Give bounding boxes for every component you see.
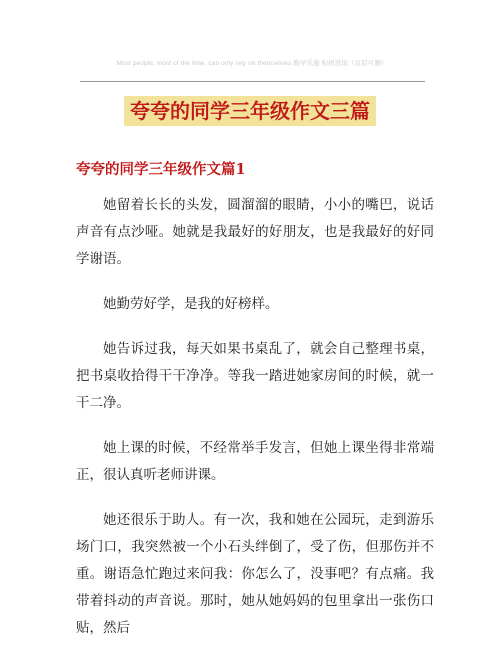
page-header-tagline: Most people, most of the time, can only rely on themselves.勤学乐施 积极进取（页眉可删） — [116, 60, 388, 67]
paragraph: 她还很乐于助人。有一次，我和她在公园玩，走到游乐场门口，我突然被一个小石头绊倒了，受了伤，但那伤并不重。谢语急忙跑过来问我：你怎么了，没事吧？有点痛。我带着抖动的声音说。那时，她从她妈妈的包里拿出一张伤口贴，然后 — [76, 512, 434, 636]
section-heading: 夸夸的同学三年级作文篇1 — [76, 161, 246, 178]
essay-body — [76, 192, 434, 660]
paragraph: 她勤劳好学，是我的好榜样。 — [103, 296, 279, 312]
paragraph: 她告诉过我，每天如果书桌乱了，就会自己整理书桌，把书桌收拾得干干净净。等我一踏进她家房间的时候，就一干二净。 — [76, 341, 434, 411]
paragraph: 她上课的时候，不经常举手发言，但她上课坐得非常端正，很认真听老师讲课。 — [76, 440, 434, 483]
paragraph: 她留着长长的头发，圆溜溜的眼睛，小小的嘴巴，说话声音有点沙哑。她就是我最好的好朋友，也是我最好的好同学谢语。 — [76, 197, 434, 267]
document-title: 夸夸的同学三年级作文三篇 — [124, 96, 376, 126]
header-divider — [80, 81, 425, 82]
document-title-wrap — [0, 96, 500, 126]
